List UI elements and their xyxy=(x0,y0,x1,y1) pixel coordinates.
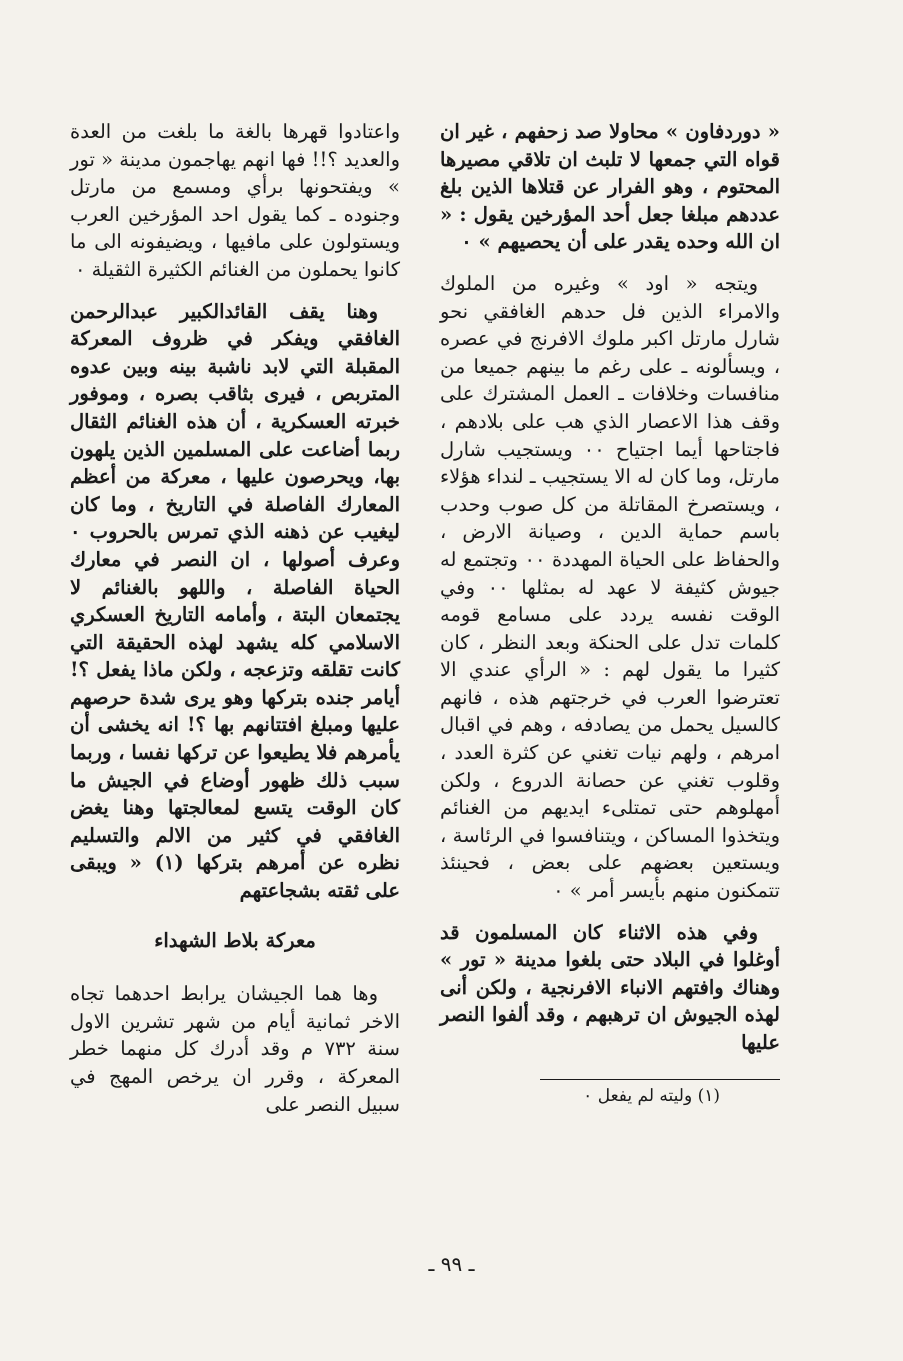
page-number: ـ ٩٩ ـ xyxy=(428,1252,475,1276)
right-column xyxy=(440,118,780,1108)
left-paragraph-2: وهنا يقف القائدالكبير عبدالرحمن الغافقي ويفكر في ظروف المعركة المقبلة التي لابد ناشبة بينه وبين عدوه المتربص ، فيرى بثاقب بصره ، وموفور خبرته العسكرية ، أن هذه الغنائم الثقال ربما أضاعت على المسلمين الذين يلهون بها، ويحرصون عليها ، معركة من أعظم المعارك الفاصلة في التاريخ ، وما كان ليغيب عن ذهنه الذي تمرس بالحروب ٠ وعرف أصولها ، ان النصر في معارك الحياة الفاصلة ، واللهو بالغنائم لا يجتمعان البتة ، وأمامه التاريخ العسكري الاسلامي كله يشهد لهذه الحقيقة التي كانت تقلقه وتزعجه ، ولكن ماذا يفعل ؟! أيامر جنده بتركها وهو يرى شدة حرصهم عليها ومبلغ افتتانهم بها ؟! انه يخشى أن يأمرهم فلا يطيعوا عن تركها نفسا ، وربما سبب ذلك ظهور أوضاع في الجيش ما كان الوقت يتسع لمعالجتها وهنا يغض الغافقي في كثير من الالم والتسليم نظره عن أمرهم بتركها (١) « ويبقى على ثقته بشجاعتهم xyxy=(70,299,400,903)
section-heading: معركة بلاط الشهداء xyxy=(154,928,316,952)
right-paragraph-1: « دوردفاون » محاولا صد زحفهم ، غير ان قواه التي جمعها لا تلبث ان تلاقي مصيرها المحتوم ، وهو الفرار عن قتلاها الذين بلغ عددهم مبلغا جعل أحد المؤرخين يقول : « ان الله وحده يقدر على أن يحصيهم » ٠ xyxy=(440,120,780,254)
right-paragraph-3: وفي هذه الاثناء كان المسلمون قد أوغلوا في البلاد حتى بلغوا مدينة « تور » وهناك وافتهم الانباء الافرنجية ، ولكن أنى لهذه الجيوش ان ترهبهم ، وقد ألفوا النصر عليها xyxy=(440,920,780,1054)
footnote-divider xyxy=(540,1079,780,1080)
right-paragraph-2: ويتجه « اود » وغيره من الملوك والامراء الذين فل حدهم الغافقي نحو شارل مارتل اكبر ملوك الافرنج في عصره ، ويسألونه ـ على رغم ما بينهم جميعا من منافسات وخلافات ـ العمل المشترك على وقف هذا الاعصار الذي هب على بلادهم ، فاجتاحها أيما اجتياح ٠٠ ويستجيب شارل مارتل، وما كان له الا يستجيب ـ لنداء هؤلاء ، ويستصرخ المقاتلة من كل صوب وحدب باسم حماية الدين ، وصيانة الارض ، والحفاظ على الحياة المهددة ٠٠ وتجتمع له جيوش كثيفة لا عهد له بمثلها ٠٠ وفي الوقت نفسه يردد على مسامع قومه كلمات تدل على الحنكة وبعد النظر ، كان كثيرا ما يقول لهم : « الرأي عندي الا تعترضوا العرب في خرجتهم هذه ، فانهم كالسيل يحمل من يصادفه ، وهم في اقبال امرهم ، ولهم نيات تغني عن كثرة العدد ، وقلوب تغني عن حصانة الدروع ، ولكن أمهلوهم حتى تمتلىء ايديهم من الغنائم ويتخذوا المساكن ، ويتنافسوا في الرئاسة ، ويستعين بعضهم على بعض ، فحينئذ تتمكنون منهم بأيسر أمر » ٠ xyxy=(440,271,780,903)
left-paragraph-1: واعتادوا قهرها بالغة ما بلغت من العدة والعديد ؟!! فها انهم يهاجمون مدينة « تور » ويفتحونها برأي ومسمع من مارتل وجنوده ـ كما يقول احد المؤرخين العرب ويستولون على مافيها ، ويضيفونه الى ما كانوا يحملون من الغنائم الكثيرة الثقيلة ٠ xyxy=(70,120,400,281)
left-column xyxy=(70,118,400,1118)
footnote: (١) وليته لم يفعل ٠ xyxy=(583,1085,720,1106)
left-paragraph-3: وها هما الجيشان يرابط احدهما تجاه الاخر ثمانية أيام من شهر تشرين الاول سنة ٧٣٢ م وقد أدرك كل منهما خطر المعركة ، وقرر ان يرخص المهج في سبيل النصر على xyxy=(70,982,400,1116)
